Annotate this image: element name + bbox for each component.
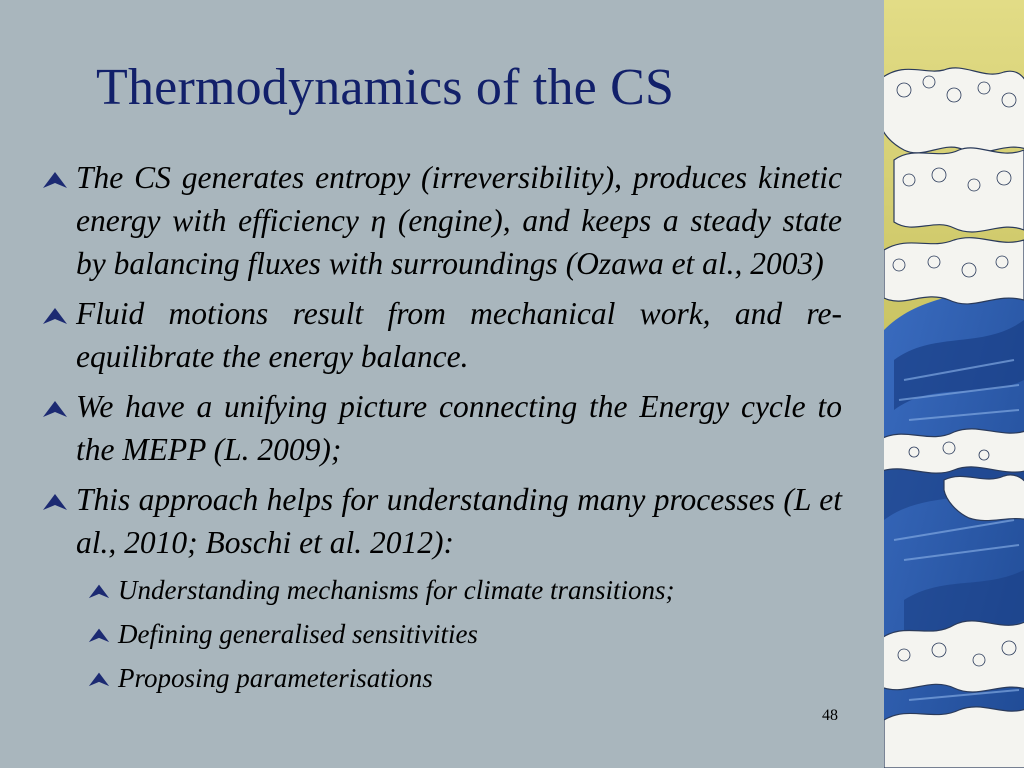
bullet-marker-icon (42, 169, 68, 189)
sub-bullet-item (88, 615, 842, 653)
bullet-marker-icon (88, 670, 110, 687)
bullet-text: Fluid motions result from mechanical work, and re-equilibrate the energy balance. (76, 296, 842, 374)
bullet-text: The CS generates entropy (irreversibility), produces kinetic energy with efficiency η (engine), and keeps a steady state by balancing fluxes with surroundings (Ozawa et al., 2003) (76, 160, 842, 281)
bullet-item (42, 478, 842, 564)
bullet-item (42, 292, 842, 378)
sub-bullet-item (88, 571, 842, 609)
bullet-marker-icon (88, 582, 110, 599)
bullet-text: We have a unifying picture connecting the Energy cycle to the MEPP (L. 2009); (76, 389, 842, 467)
sub-bullet-item (88, 659, 842, 697)
sub-bullet-text: Defining generalised sensitivities (118, 619, 478, 649)
bullet-marker-icon (42, 491, 68, 511)
bullet-marker-icon (88, 626, 110, 643)
slide-title: Thermodynamics of the CS (96, 59, 675, 116)
bullet-list (42, 156, 842, 703)
bullet-item (42, 156, 842, 285)
bullet-marker-icon (42, 305, 68, 325)
sub-bullet-text: Proposing parameterisations (118, 663, 433, 693)
bullet-text: This approach helps for understanding many processes (L et al., 2010; Boschi et al. 2012): (76, 482, 842, 560)
sub-bullet-text: Understanding mechanisms for climate transitions; (118, 575, 675, 605)
bullet-item (42, 385, 842, 471)
bullet-marker-icon (42, 398, 68, 418)
page-number: 48 (822, 707, 838, 724)
great-wave-icon (884, 0, 1024, 768)
